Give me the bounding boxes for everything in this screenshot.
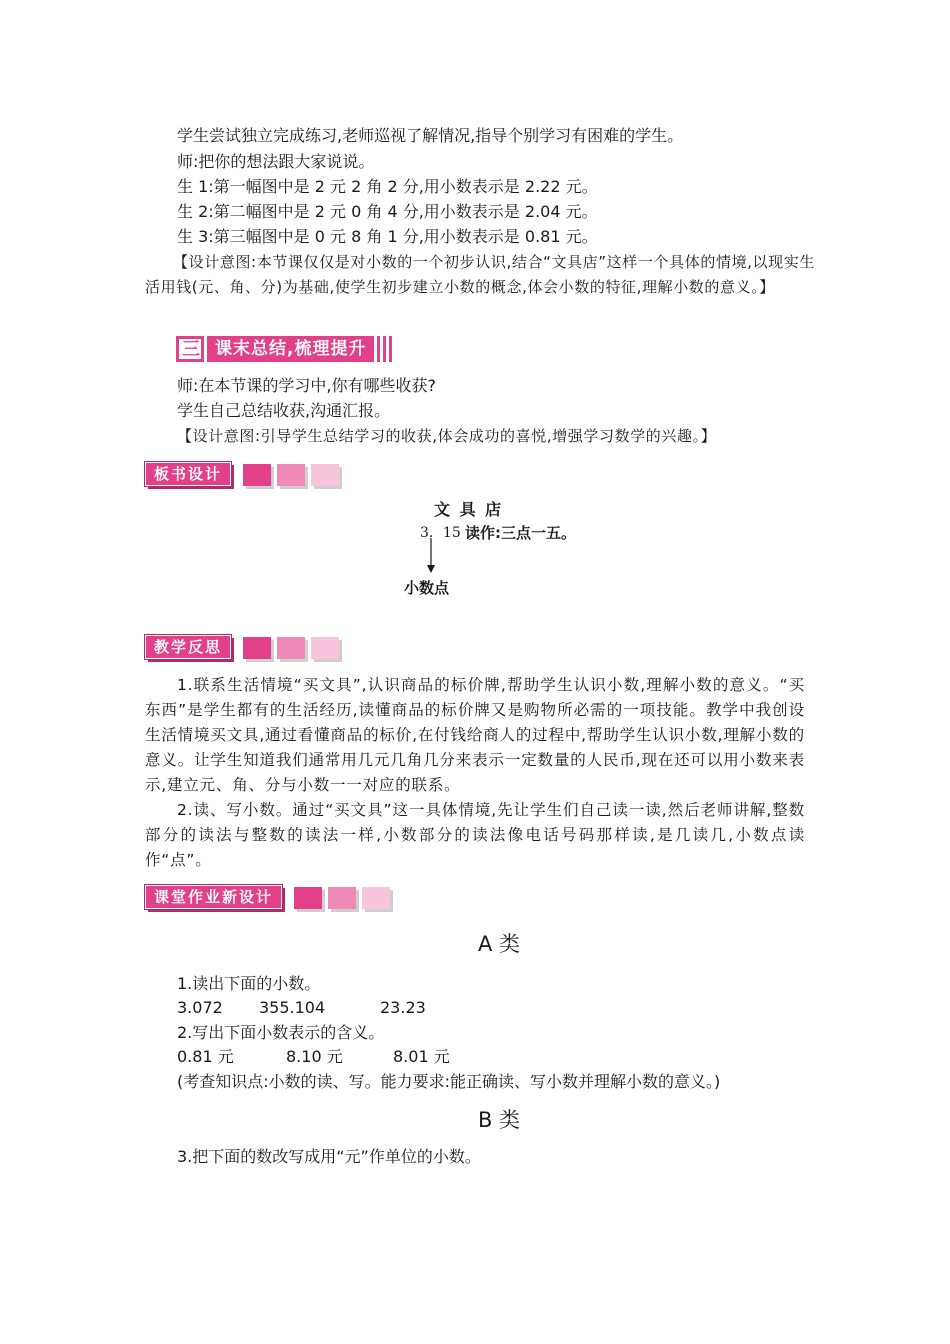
deco-square bbox=[277, 637, 305, 659]
lesson-line-1: 学生尝试独立完成练习,老师巡视了解情况,指导个别学习有困难的学生。 bbox=[177, 126, 684, 145]
deco-square bbox=[311, 637, 339, 659]
decimal-point-arrow bbox=[424, 538, 438, 574]
q2-item-1: 0.81 元 bbox=[177, 1047, 234, 1066]
lesson-line-5: 生 3:第三幅图中是 0 元 8 角 1 分,用小数表示是 0.81 元。 bbox=[177, 227, 598, 246]
lesson-line-2: 师:把你的想法跟大家说说。 bbox=[177, 152, 375, 171]
board-design-tag: 板书设计 bbox=[145, 462, 231, 486]
question-3: 3.把下面的数改写成用“元”作单位的小数。 bbox=[177, 1147, 481, 1166]
deco-square bbox=[328, 887, 356, 909]
reflection-para-2: 2.读、写小数。通过“买文具”这一具体情境,先让学生们自己读一读,然后老师讲解,整数部分的读法与整数的读法一样,小数部分的读法像电话号码那样读,是几读几,小数点读作“点”。 bbox=[145, 801, 805, 869]
deco-square bbox=[277, 464, 305, 486]
homework-header bbox=[145, 883, 390, 909]
board-design-header bbox=[145, 460, 339, 486]
banner-stripe bbox=[389, 336, 392, 362]
summary-line-1: 师:在本节课的学习中,你有哪些收获? bbox=[177, 376, 436, 395]
board-point-label: 小数点 bbox=[404, 579, 450, 597]
design-note-2: 【设计意图:引导学生总结学习的收获,体会成功的喜悦,增强学习数学的兴趣。】 bbox=[177, 427, 717, 445]
q1-item-2: 355.104 bbox=[259, 998, 326, 1017]
deco-square bbox=[243, 464, 271, 486]
lesson-line-4: 生 2:第二幅图中是 2 元 0 角 4 分,用小数表示是 2.04 元。 bbox=[177, 202, 598, 221]
reflection-header bbox=[145, 633, 339, 659]
question-1: 1.读出下面的小数。 bbox=[177, 974, 321, 993]
board-number: 3．15 bbox=[420, 525, 461, 541]
homework-tag: 课堂作业新设计 bbox=[145, 885, 282, 909]
reflection-para-1: 1.联系生活情境“买文具”,认识商品的标价牌,帮助学生认识小数,理解小数的意义。“买东西”是学生都有的生活经历,读懂商品的标价牌又是购物所必需的一项技能。教学中我创设生活情境买文具,通过看懂商品的标价,在付钱给商人的过程中,帮助学生认识小数,理解小数的意义。让学生知道我们通常用几元几角几分来表示一定数量的人民币,现在还可以用小数来表示,建立元、角、分与小数一一对应的联系。 bbox=[145, 676, 805, 794]
section-number: 三 bbox=[182, 339, 200, 360]
banner-stripe bbox=[383, 336, 386, 362]
q2-item-3: 8.01 元 bbox=[393, 1047, 450, 1066]
banner-stripe bbox=[377, 336, 380, 362]
reflection-tag: 教学反思 bbox=[145, 635, 231, 659]
section-number-box bbox=[176, 336, 204, 362]
class-b-heading: B 类 bbox=[477, 1108, 521, 1132]
summary-line-2: 学生自己总结收获,沟通汇报。 bbox=[177, 401, 391, 420]
knowledge-note: (考查知识点:小数的读、写。能力要求:能正确读、写小数并理解小数的意义。) bbox=[177, 1072, 721, 1091]
question-2: 2.写出下面小数表示的含义。 bbox=[177, 1023, 385, 1042]
section-title: 课末总结,梳理提升 bbox=[207, 336, 374, 362]
board-title: 文 具 店 bbox=[434, 500, 504, 519]
design-note-1: 【设计意图:本节课仅仅是对小数的一个初步认识,结合“文具店”这样一个具体的情境,以现实生活用钱(元、角、分)为基础,使学生初步建立小数的概念,体会小数的特征,理解小数的意义。】 bbox=[145, 253, 815, 296]
section-banner-3 bbox=[176, 336, 392, 362]
class-a-heading: A 类 bbox=[477, 932, 521, 956]
q2-item-2: 8.10 元 bbox=[286, 1047, 343, 1066]
q1-item-1: 3.072 bbox=[177, 998, 223, 1017]
lesson-line-3: 生 1:第一幅图中是 2 元 2 角 2 分,用小数表示是 2.22 元。 bbox=[177, 177, 598, 196]
deco-square bbox=[294, 887, 322, 909]
deco-square bbox=[311, 464, 339, 486]
deco-square bbox=[362, 887, 390, 909]
board-reading: 读作:三点一五。 bbox=[465, 524, 576, 542]
q1-item-3: 23.23 bbox=[380, 998, 426, 1017]
deco-square bbox=[243, 637, 271, 659]
